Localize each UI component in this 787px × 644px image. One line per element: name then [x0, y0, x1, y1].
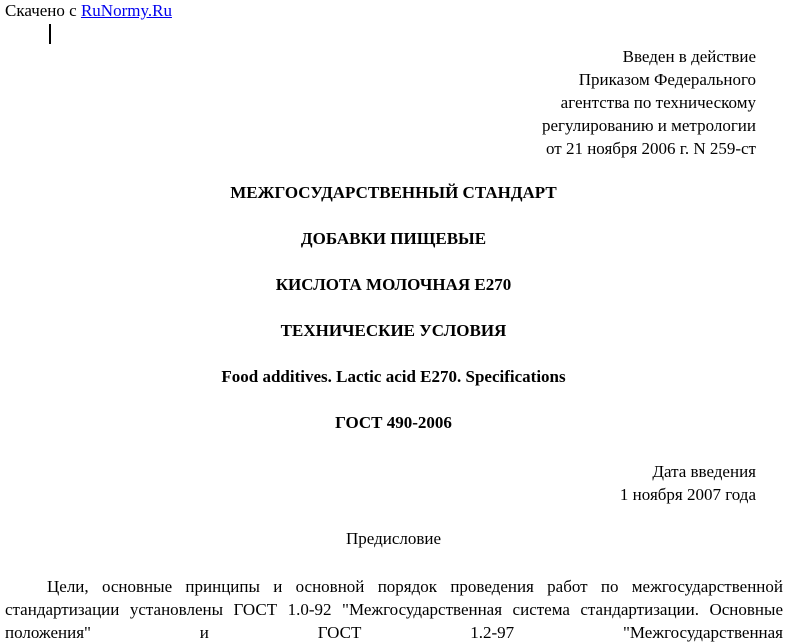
gost-number: ГОСТ 490-2006: [335, 413, 452, 432]
download-source: [5, 1, 172, 21]
text-cursor: [49, 24, 51, 44]
introduction-date: 1 ноября 2007 года: [619, 485, 756, 504]
preface-heading: Предисловие: [345, 529, 442, 548]
standard-type-heading: МЕЖГОСУДАРСТВЕННЫЙ СТАНДАРТ: [230, 183, 557, 202]
enactment-line: агентства по техническому: [560, 93, 756, 112]
english-title: Food additives. Lactic acid E270. Specifications: [221, 367, 566, 386]
enactment-line: регулированию и метрологии: [541, 116, 756, 135]
runormy-link[interactable]: RuNormy.Ru: [80, 1, 172, 20]
enactment-line: от 21 ноября 2006 г. N 259-ст: [546, 139, 756, 158]
enactment-block: [542, 45, 756, 160]
introduction-label: Дата введения: [652, 462, 756, 481]
preface-line: Цели, основные принципы и основной порядок проведения работ по: [47, 577, 619, 596]
doc-kind-heading: ТЕХНИЧЕСКИЕ УСЛОВИЯ: [280, 321, 507, 340]
product-heading: КИСЛОТА МОЛОЧНАЯ Е270: [275, 275, 512, 294]
download-prefix: Скачено с: [5, 1, 77, 20]
preface-paragraph: [5, 575, 783, 644]
enactment-line: Введен в действие: [622, 47, 756, 66]
introduction-date-block: [620, 460, 756, 506]
category-heading: ДОБАВКИ ПИЩЕВЫЕ: [300, 229, 487, 248]
preface-line: межгосударственной стандартизации установлены ГОСТ 1.0-92 "Межгосударственная: [5, 577, 784, 619]
preface-line: система стандартизации. Основные положения" и ГОСТ 1.2-97 "Межгосударственная: [5, 600, 783, 642]
enactment-line: Приказом Федерального: [578, 70, 756, 89]
